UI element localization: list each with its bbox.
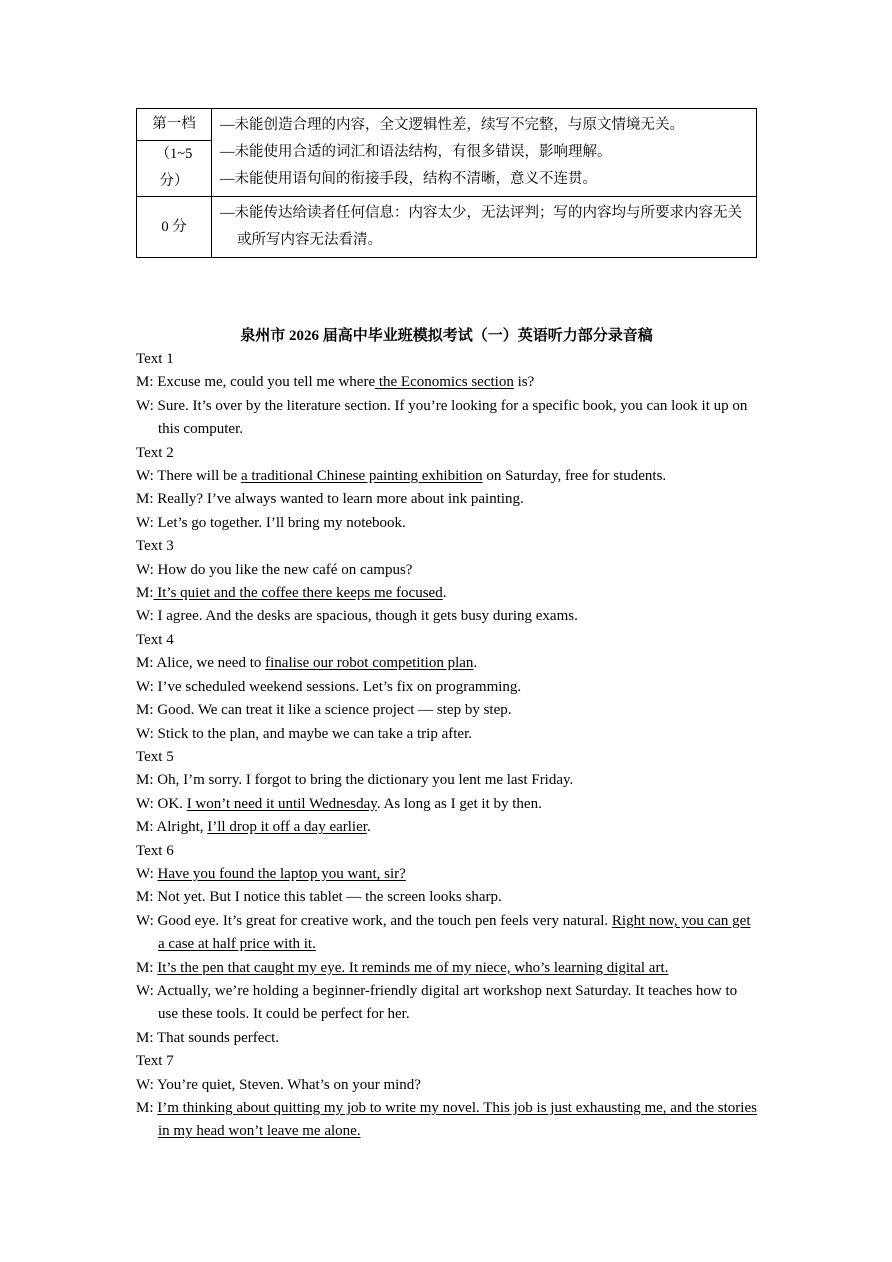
rubric-category bbox=[137, 140, 212, 196]
rubric-line: —未能创造合理的内容，全文逻辑性差，续写不完整，与原文情境无关。 bbox=[220, 117, 684, 133]
rubric-category-line: 分） bbox=[159, 173, 189, 190]
text-label: Text 7 bbox=[136, 1053, 174, 1070]
dialogue-line: M: I’m thinking about quitting my job to write my novel. This job is just exhausting me, and the stories in my head won’t leave me alone. bbox=[136, 1100, 757, 1140]
rubric-category-line: （1~5 bbox=[155, 146, 193, 163]
rubric-row bbox=[137, 109, 757, 141]
rubric-line: —未能传达给读者任何信息：内容太少，无法评判；写的内容均与所要求内容无关或所写内容无法看清。 bbox=[220, 205, 742, 248]
dialogue-line: W: Sure. It’s over by the literature section. If you’re looking for a specific book, you can look it up on this computer. bbox=[136, 397, 748, 438]
dialogue-line: M: Oh, I’m sorry. I forgot to bring the dictionary you lent me last Friday. bbox=[136, 772, 574, 789]
dialogue-line: M: It’s quiet and the coffee there keeps me focused. bbox=[136, 585, 447, 602]
dialogue-line: W: I agree. And the desks are spacious, though it gets busy during exams. bbox=[136, 608, 578, 625]
dialogue-line: W: Let’s go together. I’ll bring my notebook. bbox=[136, 514, 406, 531]
dialogue-line: W: Have you found the laptop you want, sir? bbox=[136, 865, 406, 882]
text-label: Text 4 bbox=[136, 631, 174, 648]
page-title: 泉州市 2026 届高中毕业班模拟考试（一）英语听力部分录音稿 bbox=[240, 328, 653, 344]
underlined-answer: the Economics section bbox=[375, 374, 514, 391]
scoring-rubric-table bbox=[136, 108, 757, 258]
text-label: Text 1 bbox=[136, 351, 174, 367]
underlined-answer: It’s quiet and the coffee there keeps me focused bbox=[153, 585, 443, 602]
dialogue-line: M: Good. We can treat it like a science project — step by step. bbox=[136, 702, 512, 719]
underlined-answer: It’s the pen that caught my eye. It reminds me of my niece, who’s learning digital art. bbox=[157, 959, 669, 976]
text-label: Text 3 bbox=[136, 538, 174, 555]
rubric-row bbox=[137, 197, 757, 258]
dialogue-line: M: Alright, I’ll drop it off a day earlier. bbox=[136, 819, 371, 836]
dialogue-line: M: Not yet. But I notice this tablet — the screen looks sharp. bbox=[136, 889, 502, 906]
text-label: Text 6 bbox=[136, 842, 174, 859]
dialogue-line: M: That sounds perfect. bbox=[136, 1029, 280, 1046]
text-label: Text 2 bbox=[136, 444, 174, 461]
underlined-answer: I won’t need it until Wednesday bbox=[186, 795, 377, 812]
dialogue-line: W: Actually, we’re holding a beginner-friendly digital art workshop next Saturday. It teaches how to use these tools. It could be perfect for her. bbox=[136, 982, 738, 1023]
underlined-answer: Right now, you can get a case at half price with it. bbox=[158, 912, 751, 953]
listening-transcript bbox=[136, 348, 760, 1144]
dialogue-line: W: There will be a traditional Chinese painting exhibition on Saturday, free for students. bbox=[136, 468, 667, 485]
dialogue-line: W: How do you like the new café on campus? bbox=[136, 561, 413, 578]
dialogue-line: W: I’ve scheduled weekend sessions. Let’s fix on programming. bbox=[136, 678, 522, 695]
dialogue-line: W: Good eye. It’s great for creative work, and the touch pen feels very natural. Right now, you can get a case at half price with it. bbox=[136, 912, 751, 953]
underlined-answer: Have you found the laptop you want, sir? bbox=[157, 865, 406, 882]
rubric-category: 0 分 bbox=[137, 197, 212, 258]
dialogue-line: M: Really? I’ve always wanted to learn more about ink painting. bbox=[136, 491, 524, 508]
dialogue-line: W: Stick to the plan, and maybe we can take a trip after. bbox=[136, 725, 472, 742]
rubric-description bbox=[212, 109, 757, 197]
rubric-line: —未能使用合适的词汇和语法结构，有很多错误，影响理解。 bbox=[220, 144, 612, 160]
dialogue-line: M: It’s the pen that caught my eye. It reminds me of my niece, who’s learning digital art. bbox=[136, 959, 669, 976]
underlined-answer: a traditional Chinese painting exhibition bbox=[240, 468, 483, 485]
rubric-description bbox=[212, 197, 757, 258]
underlined-answer: I’ll drop it off a day earlier bbox=[207, 819, 367, 836]
dialogue-line: W: OK. I won’t need it until Wednesday. As long as I get it by then. bbox=[136, 795, 542, 812]
rubric-category: 第一档 bbox=[137, 109, 212, 141]
underlined-answer: finalise our robot competition plan bbox=[265, 655, 474, 672]
dialogue-line: M: Alice, we need to finalise our robot competition plan. bbox=[136, 655, 478, 672]
text-label: Text 5 bbox=[136, 748, 174, 765]
dialogue-line: M: Excuse me, could you tell me where the Economics section is? bbox=[136, 374, 535, 391]
dialogue-line: W: You’re quiet, Steven. What’s on your mind? bbox=[136, 1076, 421, 1093]
rubric-line: —未能使用语句间的衔接手段，结构不清晰，意义不连贯。 bbox=[220, 171, 597, 187]
underlined-answer: I’m thinking about quitting my job to write my novel. This job is just exhausting me, and the stories in my head won’t leave me alone. bbox=[157, 1100, 757, 1140]
